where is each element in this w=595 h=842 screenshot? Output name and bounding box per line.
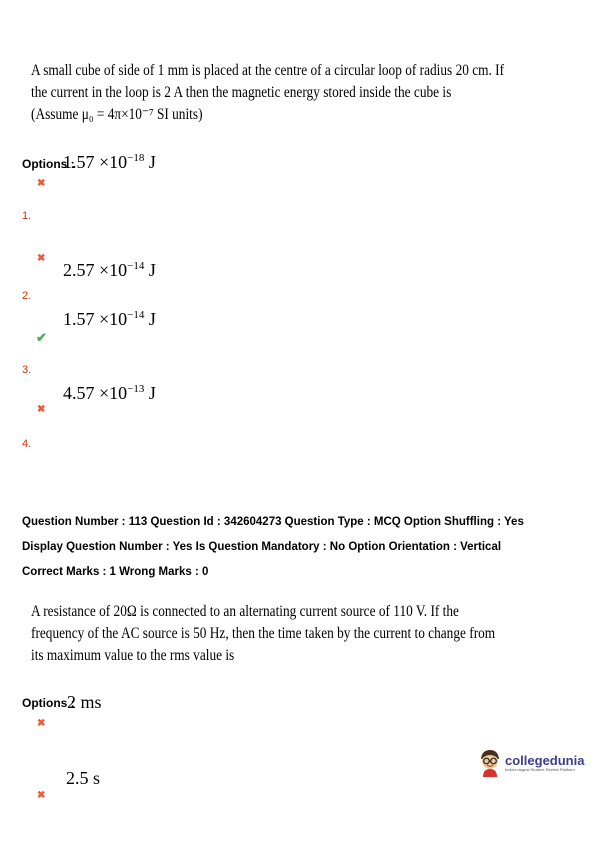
logo-tagline: India's largest Student Review Platform [505,766,575,772]
options-label: Options : [22,696,75,710]
option-exponent: −18 [127,152,145,164]
option-1-value [63,152,156,173]
wrong-icon: ✖ [37,790,46,801]
mascot-icon [478,748,502,778]
option-unit: J [148,152,156,172]
question-meta-line: Display Question Number : Yes Is Question Mandatory : No Option Orientation : Vertical [22,541,502,553]
option-exponent: −14 [127,309,145,321]
question-1-line: A small cube of side of 1 mm is placed at the centre of a circular loop of radius 20 cm. If [31,62,505,79]
option-number: 2. [22,290,32,302]
question-1-line: (Assume μ₀ = 4π×10⁻⁷ SI units) [31,106,203,123]
question-2-line: its maximum value to the rms value is [31,647,235,664]
question-2-line: A resistance of 20Ω is connected to an alternating current source of 110 V. If the [31,603,459,620]
option-mantissa: 1.57 ×10 [63,309,128,329]
option-number: 1. [22,210,32,222]
collegedunia-logo [478,748,584,778]
option-4-value [63,383,156,404]
option-exponent: −14 [127,260,145,272]
option-unit: J [148,260,156,280]
logo-name: collegedunia [505,752,585,768]
question-1-line: the current in the loop is 2 A then the magnetic energy stored inside the cube is [31,84,452,101]
wrong-icon: ✖ [37,404,46,415]
option-exponent: −13 [127,383,145,395]
question-2-line: frequency of the AC source is 50 Hz, then the time taken by the current to change from [31,625,496,642]
question-2-text [31,601,495,667]
wrong-icon: ✖ [37,718,46,729]
option-mantissa: 2.57 ×10 [63,260,128,280]
correct-icon: ✔ [36,330,47,345]
option-unit: J [148,383,156,403]
wrong-icon: ✖ [37,178,46,189]
option-number: 4. [22,438,32,450]
options-label: Options : [22,157,75,171]
option-mantissa: 4.57 ×10 [63,383,128,403]
question-1-text [31,60,504,126]
option-2-value: 2.5 s [66,768,101,788]
option-3-value [63,309,156,330]
option-1-value: 2 ms [67,692,102,712]
wrong-icon: ✖ [37,253,46,264]
question-meta-line: Question Number : 113 Question Id : 342604273 Question Type : MCQ Option Shuffling : Yes [22,516,524,528]
option-mantissa: 1.57 ×10 [63,152,128,172]
option-unit: J [148,309,156,329]
option-number: 3. [22,364,32,376]
question-meta-line: Correct Marks : 1 Wrong Marks : 0 [22,566,209,578]
option-2-value [63,260,156,281]
